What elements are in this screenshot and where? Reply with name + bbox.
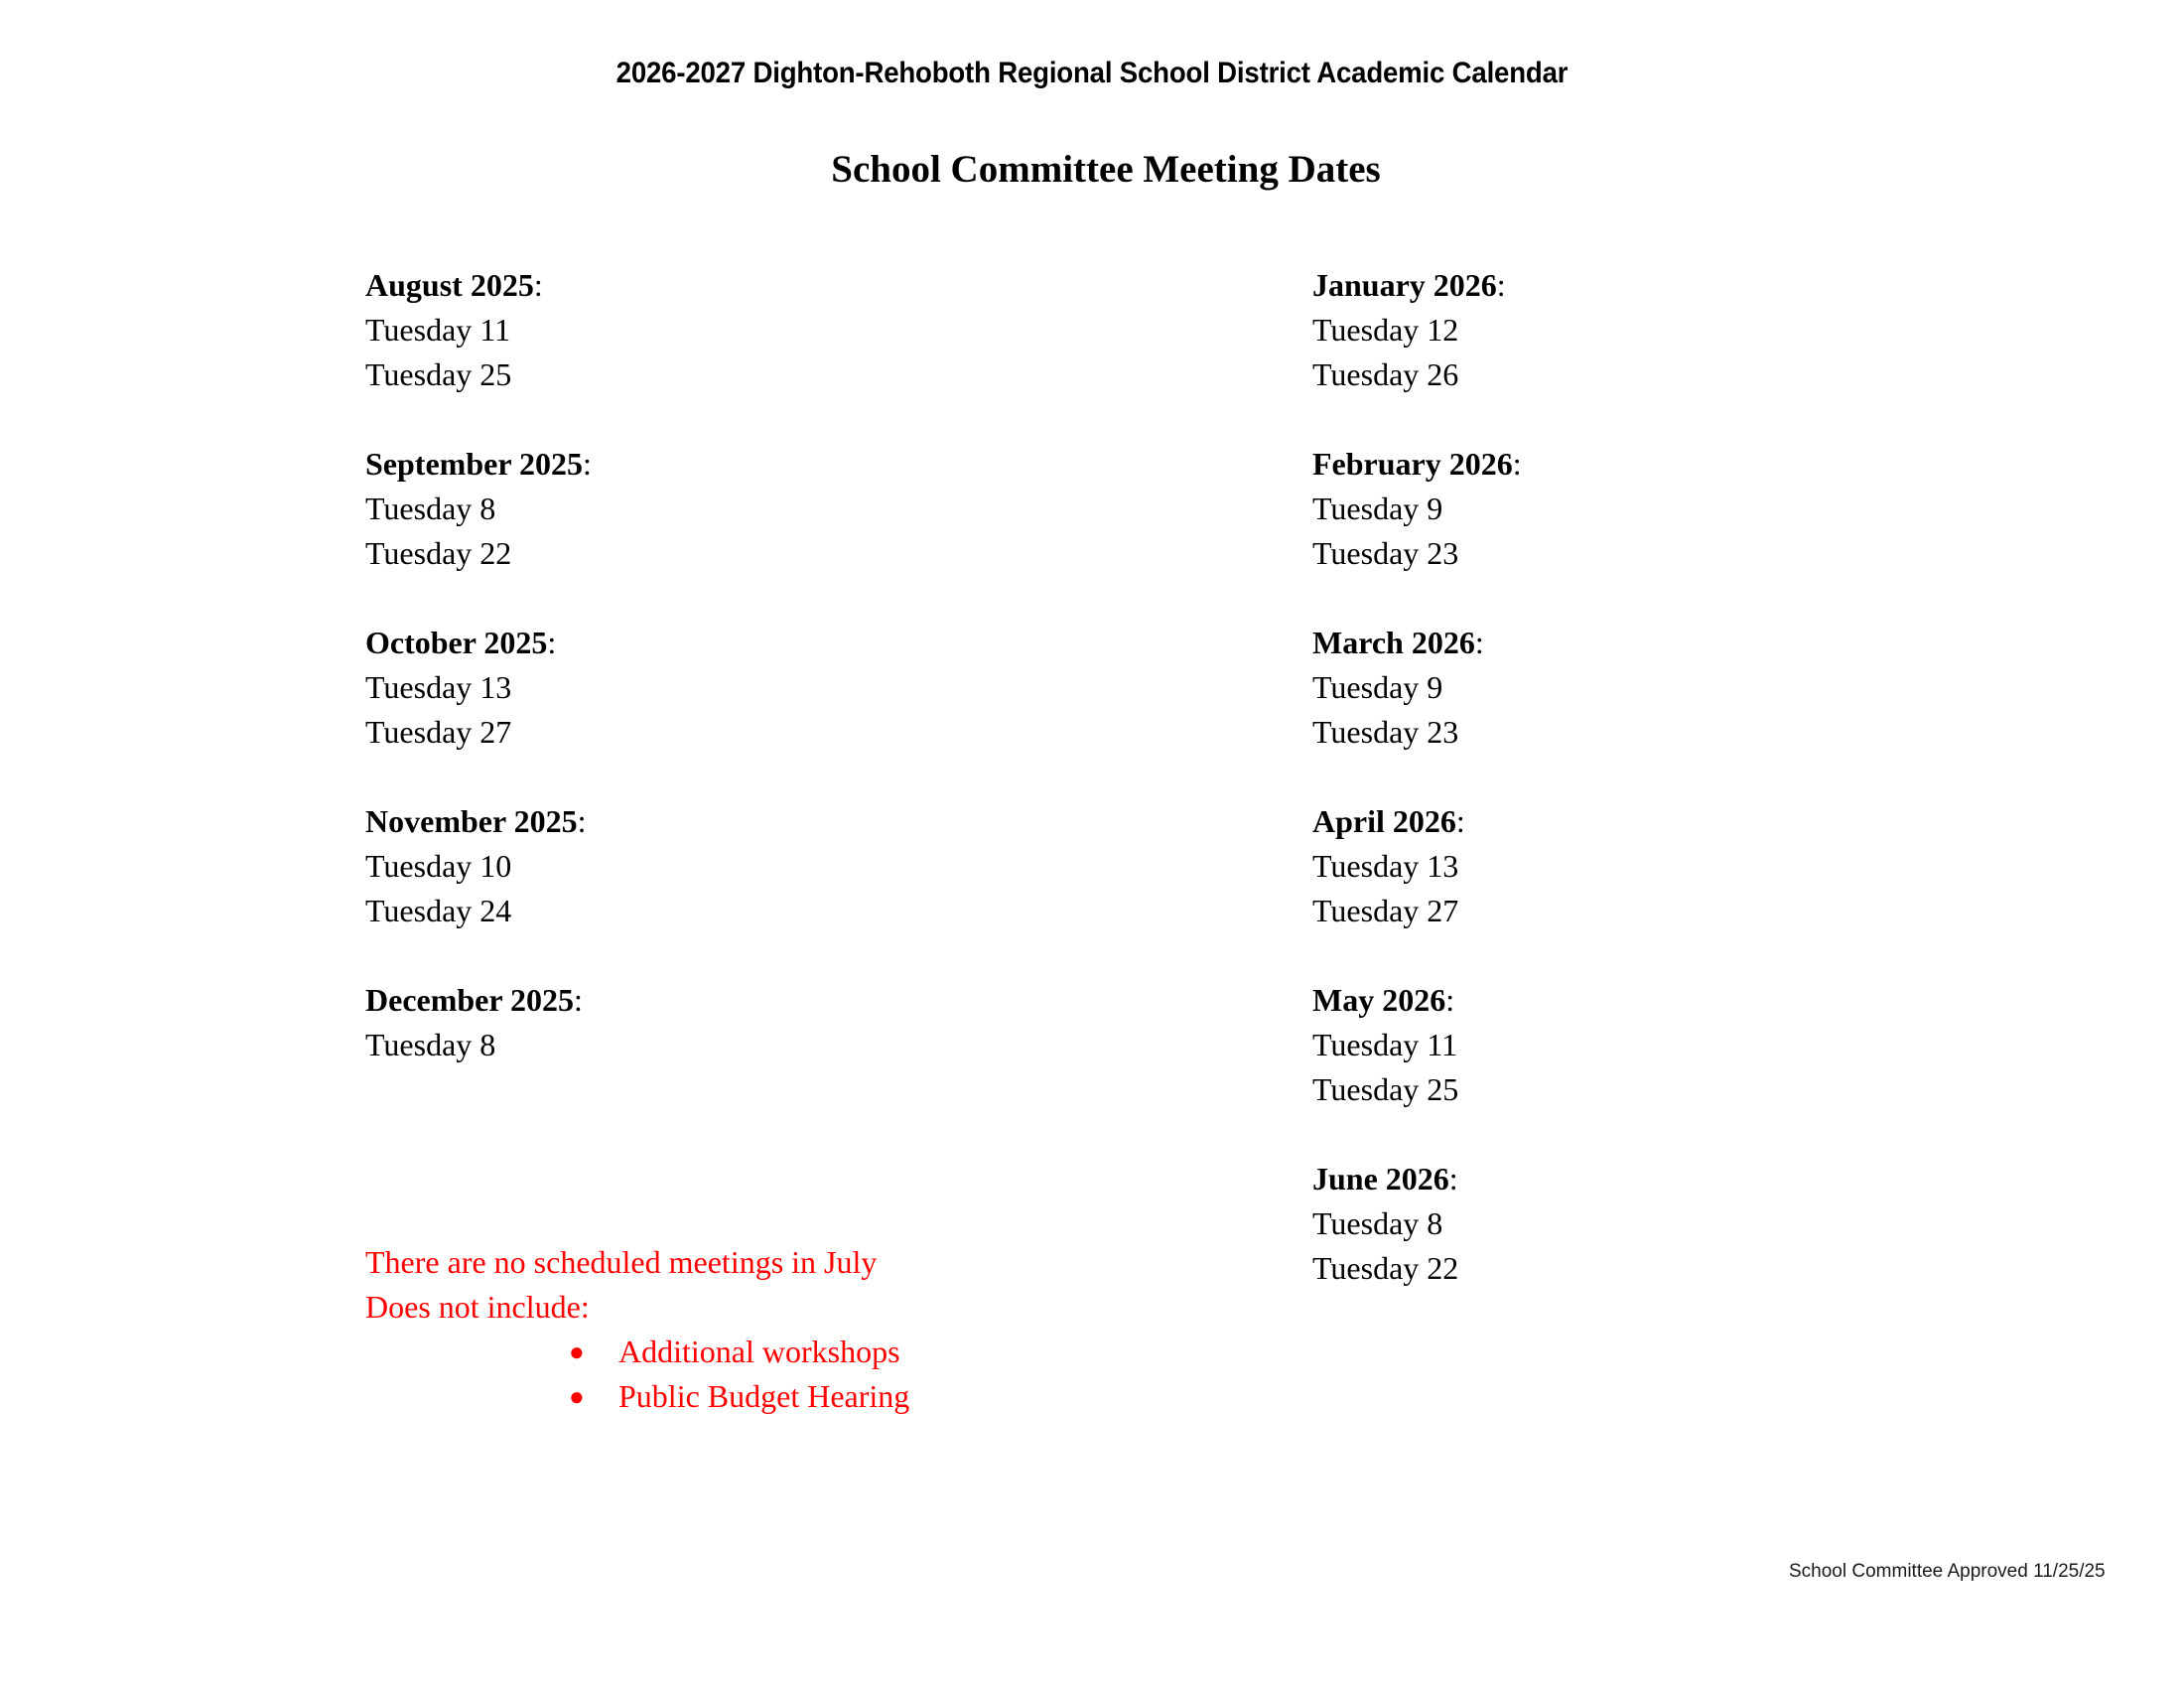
month-colon: : (1455, 803, 1465, 839)
meeting-date: Tuesday 9 (1312, 669, 1443, 705)
month-colon: : (1512, 446, 1522, 482)
month-heading (365, 263, 921, 308)
meeting-date: Tuesday 13 (365, 669, 512, 705)
month-heading (365, 978, 921, 1023)
meeting-date: Tuesday 13 (1312, 848, 1459, 884)
page-subtitle: School Committee Meeting Dates (831, 148, 1381, 191)
note-no-july-meetings: There are no scheduled meetings in July (365, 1244, 878, 1280)
meeting-date: Tuesday 10 (365, 848, 512, 884)
month-block (365, 621, 921, 755)
meeting-date: Tuesday 12 (1312, 312, 1459, 348)
month-block (1312, 1157, 1868, 1291)
bullet-icon: ● (569, 1337, 585, 1366)
meeting-date: Tuesday 11 (1312, 1027, 1458, 1062)
note-list-item-label: Public Budget Hearing (618, 1378, 910, 1414)
bullet-icon: ● (569, 1382, 585, 1411)
month-name: May 2026 (1312, 982, 1446, 1018)
note-does-not-include: Does not include: (365, 1289, 590, 1325)
notes-exclusion-list (365, 1330, 909, 1419)
note-list-item (365, 1374, 909, 1419)
meeting-date: Tuesday 9 (1312, 491, 1443, 526)
month-block (1312, 263, 1868, 397)
meetings-column-right (1312, 263, 1868, 1291)
month-colon: : (1448, 1161, 1458, 1196)
meeting-date: Tuesday 23 (1312, 714, 1459, 750)
meeting-date: Tuesday 23 (1312, 535, 1459, 571)
month-heading (365, 442, 921, 487)
meeting-date: Tuesday 24 (365, 893, 512, 928)
month-colon: : (533, 267, 543, 303)
month-name: September 2025 (365, 446, 583, 482)
month-name: February 2026 (1312, 446, 1513, 482)
month-block (365, 442, 921, 576)
meeting-date: Tuesday 25 (365, 356, 512, 392)
month-block (365, 799, 921, 933)
meeting-date: Tuesday 27 (365, 714, 512, 750)
month-block (1312, 799, 1868, 933)
meeting-date: Tuesday 11 (365, 312, 511, 348)
meeting-date: Tuesday 22 (1312, 1250, 1459, 1286)
footer-approval-text: School Committee Approved 11/25/25 (1789, 1561, 2106, 1582)
meeting-date: Tuesday 26 (1312, 356, 1459, 392)
notes-block (365, 1240, 909, 1419)
month-name: December 2025 (365, 982, 574, 1018)
month-block (1312, 442, 1868, 576)
month-name: January 2026 (1312, 267, 1497, 303)
note-list-item-label: Additional workshops (618, 1334, 900, 1369)
month-name: April 2026 (1312, 803, 1456, 839)
month-heading (365, 799, 921, 844)
month-block (365, 978, 921, 1067)
month-colon: : (547, 625, 557, 660)
month-colon: : (1474, 625, 1484, 660)
month-colon: : (1496, 267, 1506, 303)
meeting-date: Tuesday 8 (1312, 1205, 1443, 1241)
month-heading (1312, 621, 1868, 665)
month-heading (1312, 442, 1868, 487)
month-heading (1312, 978, 1868, 1023)
meeting-date: Tuesday 22 (365, 535, 512, 571)
month-name: November 2025 (365, 803, 578, 839)
month-colon: : (1445, 982, 1455, 1018)
month-block (1312, 978, 1868, 1112)
month-name: August 2025 (365, 267, 534, 303)
page-title: 2026-2027 Dighton-Rehoboth Regional School District Academic Calendar (615, 57, 1569, 89)
month-name: June 2026 (1312, 1161, 1449, 1196)
meeting-date: Tuesday 8 (365, 491, 496, 526)
meeting-date: Tuesday 27 (1312, 893, 1459, 928)
meetings-column-left (365, 263, 921, 1067)
month-heading (1312, 263, 1868, 308)
month-colon: : (577, 803, 587, 839)
month-name: October 2025 (365, 625, 548, 660)
month-heading (365, 621, 921, 665)
month-heading (1312, 1157, 1868, 1201)
month-colon: : (574, 982, 583, 1018)
meeting-date: Tuesday 25 (1312, 1071, 1459, 1107)
note-list-item (365, 1330, 909, 1374)
month-colon: : (582, 446, 592, 482)
month-name: March 2026 (1312, 625, 1475, 660)
month-heading (1312, 799, 1868, 844)
meeting-date: Tuesday 8 (365, 1027, 496, 1062)
month-block (1312, 621, 1868, 755)
month-block (365, 263, 921, 397)
